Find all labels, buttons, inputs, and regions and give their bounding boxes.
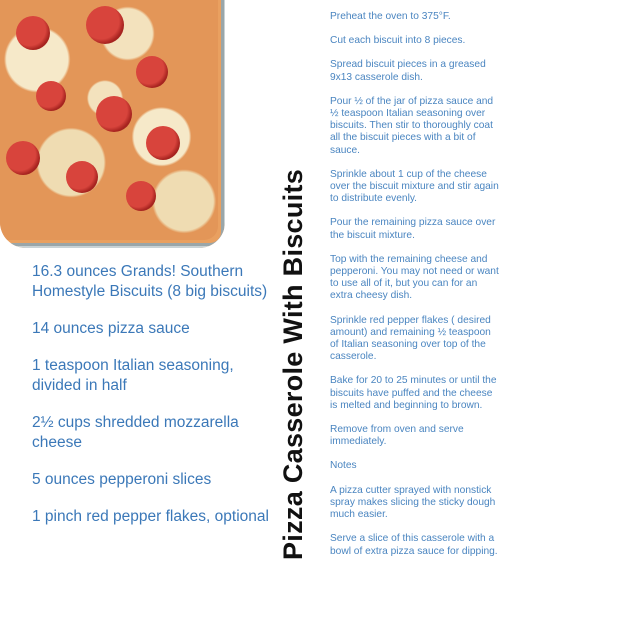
ingredient-item: 1 teaspoon Italian seasoning, divided in half <box>32 357 234 394</box>
note-item: Serve a slice of this casserole with a bowl of extra pizza sauce for dipping. <box>330 533 498 557</box>
instruction-step: Top with the remaining cheese and pepperoni. You may not need or want to use all of it, but you can for an extra cheesy dish. <box>330 253 499 302</box>
instruction-step: Cut each biscuit into 8 pieces. <box>330 35 466 47</box>
notes-heading: Notes <box>330 460 357 472</box>
pepperoni-slice <box>96 96 132 132</box>
ingredients-list <box>32 262 277 544</box>
pepperoni-slice <box>86 6 124 44</box>
ingredient-item: 2½ cups shredded mozzarella cheese <box>32 414 239 451</box>
casserole-photo <box>0 0 225 248</box>
pepperoni-slice <box>36 81 66 111</box>
pepperoni-slice <box>6 141 40 175</box>
casserole-dish <box>0 0 225 248</box>
pepperoni-slice <box>66 161 98 193</box>
instruction-step: Spread biscuit pieces in a greased 9x13 casserole dish. <box>330 59 486 83</box>
pepperoni-slice <box>146 126 180 160</box>
pepperoni-slice <box>126 181 156 211</box>
instructions-list <box>330 11 500 570</box>
ingredient-item: 16.3 ounces Grands! Southern Homestyle Biscuits (8 big biscuits) <box>32 263 268 300</box>
instruction-step: Sprinkle red pepper flakes ( desired amount) and remaining ½ teaspoon of Italian seasoning over top of the casserole. <box>330 314 491 363</box>
pepperoni-slice <box>16 16 50 50</box>
note-item: A pizza cutter sprayed with nonstick spray makes slicing the sticky dough much easier. <box>330 484 496 521</box>
ingredient-item: 14 ounces pizza sauce <box>32 320 190 337</box>
instruction-step: Sprinkle about 1 cup of the cheese over the biscuit mixture and stir again to distribute evenly. <box>330 168 499 205</box>
ingredient-item: 5 ounces pepperoni slices <box>32 471 212 488</box>
recipe-title: Pizza Casserole With Biscuits <box>278 168 308 560</box>
instruction-step: Preheat the oven to 375°F. <box>330 11 451 22</box>
instruction-step: Pour ½ of the jar of pizza sauce and ½ teaspoon Italian seasoning over biscuits. Then stir to thoroughly coat all the biscuit pieces with a bit of sauce. <box>330 95 494 156</box>
instruction-step: Bake for 20 to 25 minutes or until the biscuits have puffed and the cheese is melted and beginning to brown. <box>330 375 497 411</box>
instruction-step: Pour the remaining pizza sauce over the biscuit mixture. <box>330 217 496 241</box>
pepperoni-slice <box>136 56 168 88</box>
ingredient-item: 1 pinch red pepper flakes, optional <box>32 508 269 525</box>
instruction-step: Remove from oven and serve immediately. <box>330 424 464 448</box>
